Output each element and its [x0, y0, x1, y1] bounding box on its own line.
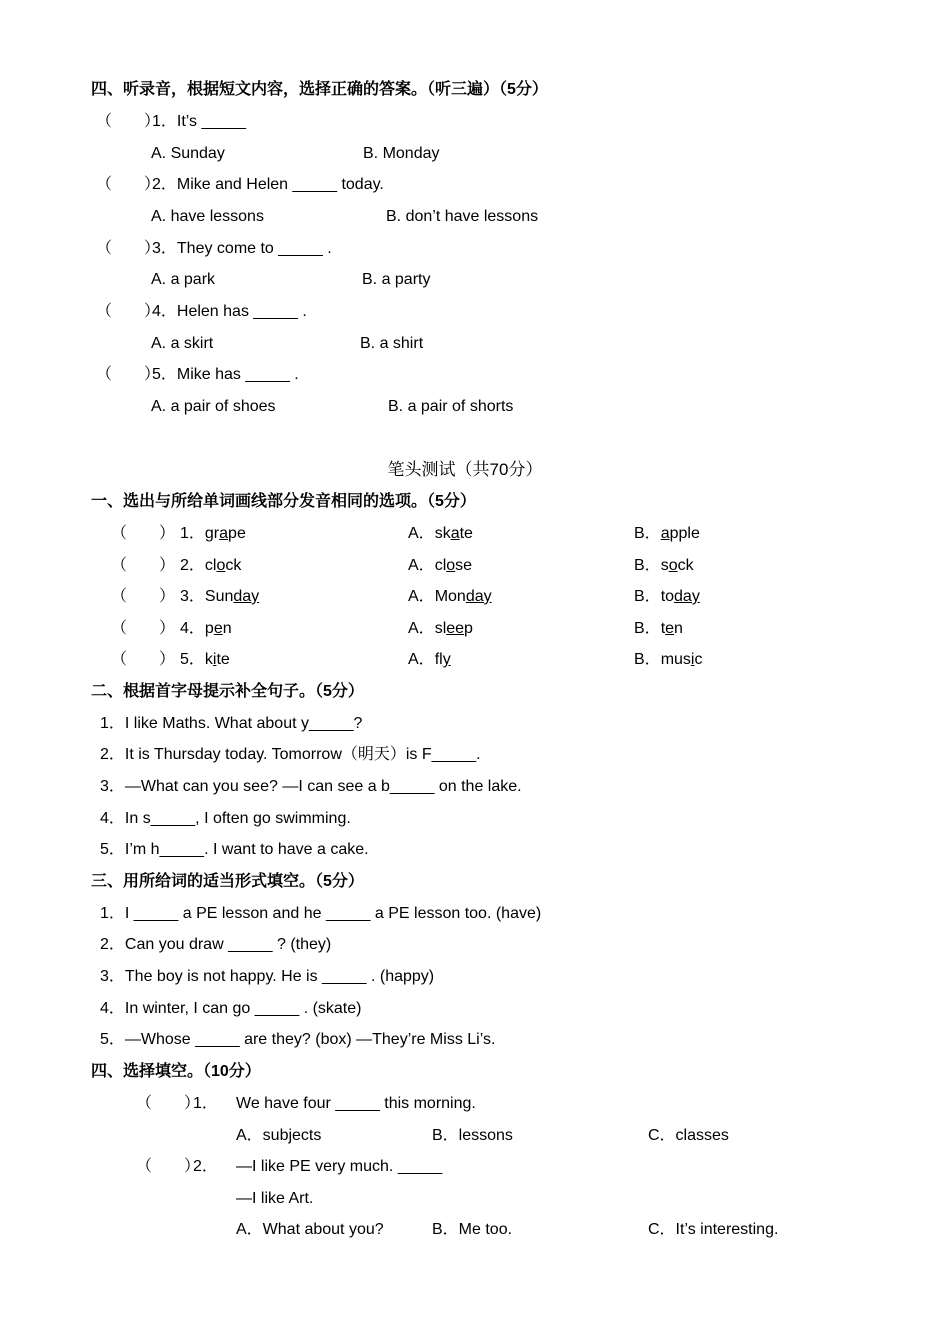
- part3-q1: 1．I _____ a PE lesson and he _____ a PE lesson too. (have): [100, 905, 542, 922]
- pron-q5: 5．kite: [180, 651, 230, 668]
- pron-q4: 4．pen: [180, 620, 232, 637]
- listening-q1-option-a: A. Sunday: [151, 145, 225, 162]
- pron-q3-option-a: A．Monday: [408, 588, 492, 605]
- pron-q4-option-a: A．sleep: [408, 620, 473, 637]
- part2-q4: 4．In s_____, I often go swimming.: [100, 810, 351, 827]
- part3-q2: 2．Can you draw _____ ? (they): [100, 936, 332, 953]
- listening-q4-option-a: A. a skirt: [151, 335, 214, 352]
- answer-bracket: （ ）: [96, 113, 161, 130]
- pron-q2-option-b: B．sock: [634, 557, 694, 574]
- listening-q4: 4．Helen has _____ .: [152, 303, 307, 320]
- written-test-title: 笔头测试（共70分）: [387, 460, 543, 479]
- listening-q3-option-b: B. a party: [362, 271, 431, 288]
- part3-q5: 5．—Whose _____ are they? (box) —They’re Miss Li’s.: [100, 1031, 496, 1048]
- part4-q2-option-b: B．Me too.: [432, 1221, 513, 1238]
- answer-bracket: （ ）: [111, 588, 176, 605]
- pron-q5-option-b: B．music: [634, 651, 703, 668]
- part4-q1-text: We have four _____ this morning.: [236, 1095, 476, 1112]
- part4-q1-option-a: A．subjects: [236, 1127, 322, 1144]
- pron-q1: 1．grape: [180, 525, 246, 542]
- listening-q1: 1．It’s _____: [152, 113, 246, 130]
- part4-q1-number: 1．: [193, 1095, 218, 1112]
- listening-q5: 5．Mike has _____ .: [152, 366, 299, 383]
- pron-q2-option-a: A．close: [408, 557, 473, 574]
- part4-q1-option-c: C．classes: [648, 1127, 729, 1144]
- part4-q1-option-b: B．lessons: [432, 1127, 513, 1144]
- answer-bracket: （ ）: [111, 620, 176, 637]
- listening-q1-option-b: B. Monday: [363, 145, 440, 162]
- listening-q2-option-b: B. don’t have lessons: [386, 208, 539, 225]
- part2-q5: 5．I’m h_____. I want to have a cake.: [100, 841, 369, 858]
- part4-q2-text: —I like PE very much. _____: [236, 1158, 443, 1175]
- part3-heading: 三、用所给词的适当形式填空。（5分）: [91, 873, 364, 890]
- part1-heading: 一、选出与所给单词画线部分发音相同的选项。（5分）: [91, 493, 476, 510]
- part4-q2-option-c: C．It’s interesting.: [648, 1221, 779, 1238]
- listening-q5-option-b: B. a pair of shorts: [388, 398, 514, 415]
- part4-q2-option-a: A．What about you?: [236, 1221, 384, 1238]
- pron-q5-option-a: A．fly: [408, 651, 451, 668]
- listening-q2: 2．Mike and Helen _____ today.: [152, 176, 384, 193]
- listening-q4-option-b: B. a shirt: [360, 335, 424, 352]
- part2-q1: 1．I like Maths. What about y_____?: [100, 715, 363, 732]
- part2-heading: 二、根据首字母提示补全句子。（5分）: [91, 683, 364, 700]
- part2-q2: 2．It is Thursday today. Tomorrow（明天）is F_____.: [100, 746, 481, 763]
- part3-q3: 3．The boy is not happy. He is _____ . (happy): [100, 968, 435, 985]
- part3-q4: 4．In winter, I can go _____ . (skate): [100, 1000, 362, 1017]
- listening-q3: 3．They come to _____ .: [152, 240, 332, 257]
- part2-q3: 3．—What can you see? —I can see a b_____ on the lake.: [100, 778, 522, 795]
- answer-bracket: （ ）: [136, 1095, 201, 1112]
- answer-bracket: （ ）: [111, 557, 176, 574]
- answer-bracket: （ ）: [111, 525, 176, 542]
- listening-q2-option-a: A. have lessons: [151, 208, 264, 225]
- pron-q1-option-b: B．apple: [634, 525, 700, 542]
- pron-q2: 2．clock: [180, 557, 242, 574]
- answer-bracket: （ ）: [96, 303, 161, 320]
- pron-q3: 3．Sunday: [180, 588, 260, 605]
- listening-q5-option-a: A. a pair of shoes: [151, 398, 276, 415]
- part4-q2-reply: —I like Art.: [236, 1190, 314, 1207]
- pron-q4-option-b: B．ten: [634, 620, 683, 637]
- listening-heading: 四、听录音，根据短文内容，选择正确的答案。（听三遍）（5分）: [91, 81, 548, 98]
- pron-q1-option-a: A．skate: [408, 525, 473, 542]
- answer-bracket: （ ）: [96, 366, 161, 383]
- answer-bracket: （ ）: [111, 651, 176, 668]
- answer-bracket: （ ）: [96, 240, 161, 257]
- part4-q2-number: 2．: [193, 1158, 218, 1175]
- pron-q3-option-b: B．today: [634, 588, 700, 605]
- answer-bracket: （ ）: [136, 1158, 201, 1175]
- listening-q3-option-a: A. a park: [151, 271, 216, 288]
- part4-heading: 四、选择填空。（10分）: [91, 1063, 261, 1080]
- answer-bracket: （ ）: [96, 176, 161, 193]
